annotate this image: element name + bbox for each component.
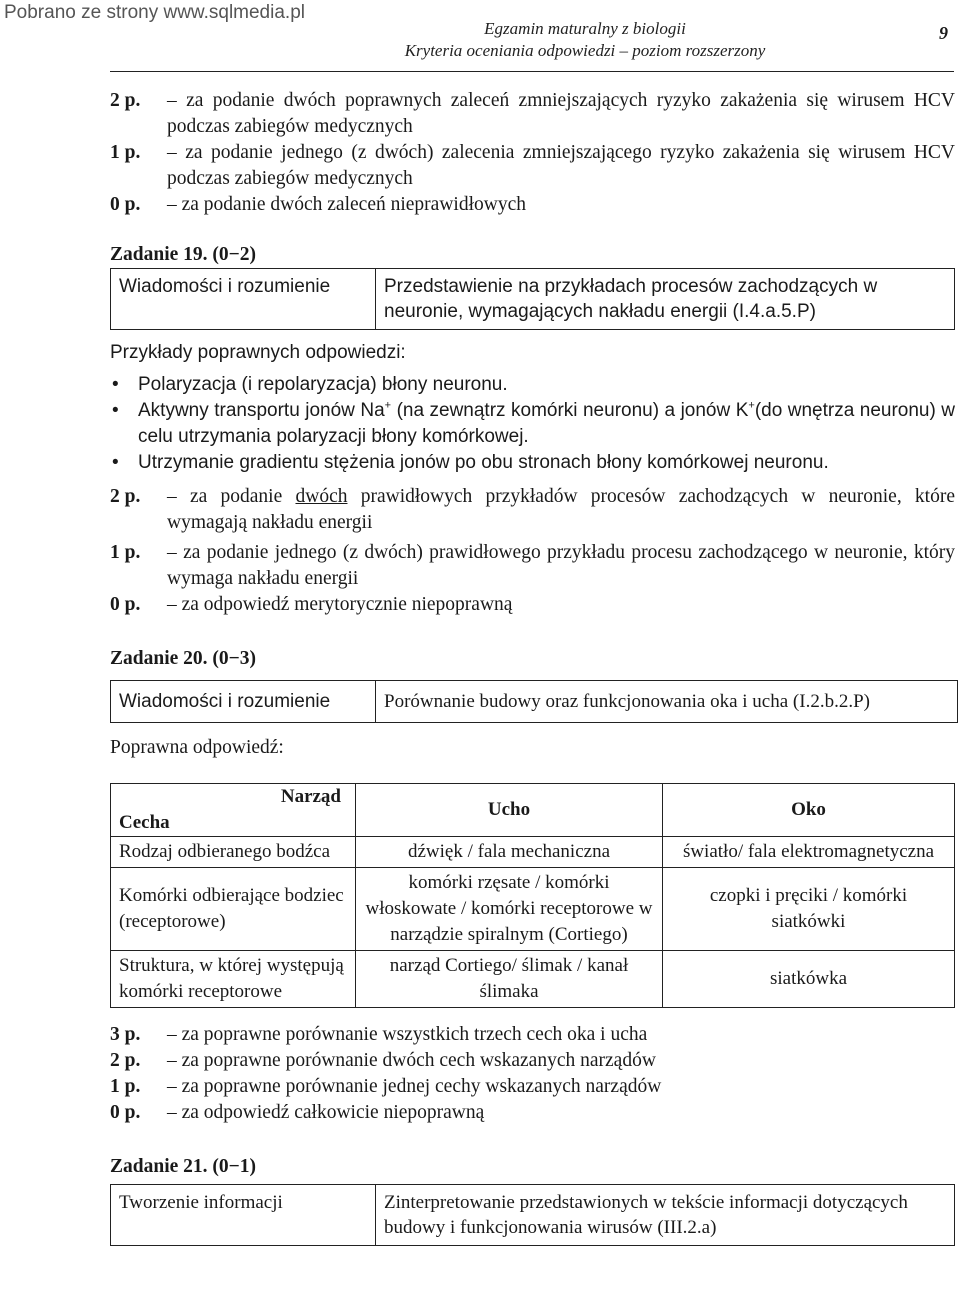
score-line: 3 p. – za poprawne porównanie wszystkich trzech cech oka i ucha: [110, 1024, 648, 1045]
watermark: Pobrano ze strony www.sqlmedia.pl: [4, 2, 305, 23]
prev-task-scoring: [110, 88, 955, 218]
score-line: 2 p. – za poprawne porównanie dwóch cech wskazanych narządów: [110, 1050, 656, 1071]
table-row: Rodzaj odbieranego bodźca dźwięk / fala mechaniczna światło/ fala elektromagnetyczna: [111, 837, 955, 868]
header-oko: Oko: [663, 784, 955, 837]
meta-category: Wiadomości i rozumienie: [111, 681, 376, 723]
list-item: • Aktywny transportu jonów Na+ (na zewnątrz komórki neuronu) a jonów K+(do wnętrza neuronu) w celu utrzymania polaryzacji błony komórkowej.: [110, 398, 955, 450]
score-line: 2 p. – za podanie dwóch prawidłowych przykładów procesów zachodzących w neuronie, które wymagają nakładu energii: [110, 486, 955, 533]
meta-requirement: Przedstawienie na przykładach procesów zachodzących w neuronie, wymagających nakładu energii (I.4.a.5.P): [376, 269, 955, 330]
table-row: Komórki odbierające bodziec (receptorowe) komórki rzęsate / komórki włoskowate / komórki receptorowe w narządzie spiralnym (Cortiego) czopki i pręciki / komórki siatkówki: [111, 868, 955, 951]
examples-label: Przykłady poprawnych odpowiedzi:: [110, 342, 406, 363]
header-exam-title: Egzamin maturalny z biologii: [484, 19, 686, 38]
header-rule: [110, 71, 954, 72]
page-header: [290, 18, 880, 62]
task-20-title: Zadanie 20. (0−3): [110, 648, 256, 669]
score-line: 1 p. – za podanie jednego (z dwóch) prawidłowego przykładu procesu zachodzącego w neuronie, który wymaga nakładu energii: [110, 542, 955, 589]
meta-requirement: Porównanie budowy oraz funkcjonowania oka i ucha (I.2.b.2.P): [376, 681, 958, 723]
score-line: 2 p. – za podanie dwóch poprawnych zaleceń zmniejszających ryzyko zakażenia się wirusem HCV podczas zabiegów medycznych: [110, 90, 955, 137]
examples-list: [110, 372, 955, 476]
score-line: 0 p. – za podanie dwóch zaleceń nieprawidłowych: [110, 194, 526, 215]
answer-label: Poprawna odpowiedź:: [110, 737, 284, 758]
page-number: 9: [939, 23, 948, 43]
header-narzad: Narząd: [280, 786, 341, 807]
score-line: 1 p. – za poprawne porównanie jednej cechy wskazanych narządów: [110, 1076, 662, 1097]
task-19-meta-table: [110, 268, 955, 330]
task-21-meta-table: [110, 1184, 955, 1246]
score-line: 0 p. – za odpowiedź merytorycznie niepoprawną: [110, 594, 513, 615]
score-line: 0 p. – za odpowiedź całkowicie niepoprawną: [110, 1102, 485, 1123]
meta-category: Tworzenie informacji: [111, 1185, 376, 1246]
header-cecha: Cecha: [119, 812, 170, 833]
task-20-meta-table: [110, 680, 958, 723]
task-19-title: Zadanie 19. (0−2): [110, 244, 256, 265]
comparison-table: [110, 783, 955, 1008]
header-ucho: Ucho: [356, 784, 663, 837]
header-criteria-title: Kryteria oceniania odpowiedzi – poziom rozszerzony: [404, 41, 766, 60]
score-line: 1 p. – za podanie jednego (z dwóch) zalecenia zmniejszającego ryzyko zakażenia się wirusem HCV podczas zabiegów medycznych: [110, 142, 955, 189]
list-item: • Utrzymanie gradientu stężenia jonów po obu stronach błony komórkowej neuronu.: [110, 450, 955, 476]
table-row: Struktura, w której występują komórki receptorowe narząd Cortiego/ ślimak / kanał ślimaka siatkówka: [111, 951, 955, 1008]
task-21-title: Zadanie 21. (0−1): [110, 1156, 256, 1177]
corner-header: [111, 784, 356, 837]
page-content: [110, 88, 955, 1246]
list-item: • Polaryzacja (i repolaryzacja) błony neuronu.: [110, 372, 955, 398]
meta-category: Wiadomości i rozumienie: [111, 269, 376, 330]
meta-requirement: Zinterpretowanie przedstawionych w tekście informacji dotyczących budowy i funkcjonowania wirusów (III.2.a): [376, 1185, 955, 1246]
